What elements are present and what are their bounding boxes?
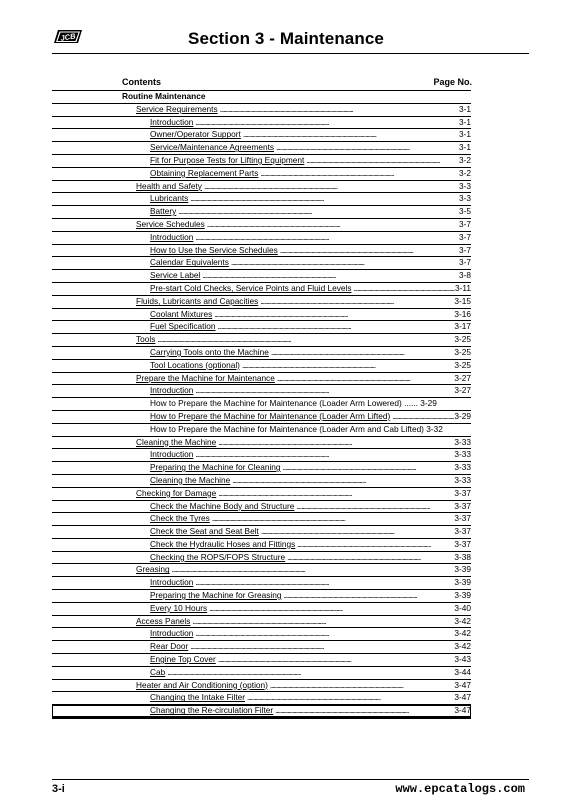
toc-dot-leader — [165, 667, 454, 679]
toc-entry-page: 3-33 — [454, 449, 471, 460]
toc-entry-title: Health and Safety — [136, 180, 202, 191]
toc-dot-leader — [295, 539, 454, 551]
toc-dot-leader — [216, 321, 455, 333]
toc-entry[interactable] — [52, 117, 471, 130]
toc-dot-leader — [229, 257, 459, 269]
toc-dot-leader — [269, 347, 455, 359]
toc-entry[interactable] — [52, 680, 471, 693]
toc-dot-leader — [285, 552, 454, 564]
toc-dot-leader — [390, 411, 454, 423]
toc-entry[interactable] — [52, 462, 471, 475]
page-label: 3-i — [52, 783, 65, 795]
toc-entry-page: 3-17 — [454, 321, 471, 332]
toc-entry-title: Check the Hydraulic Hoses and Fittings — [150, 538, 296, 549]
toc-dot-leader — [212, 309, 454, 321]
toc-entry-page: 3-38 — [454, 551, 471, 562]
toc-dot-leader — [294, 501, 454, 513]
toc-entry-title: Rear Door — [150, 641, 189, 652]
toc-entry[interactable] — [52, 667, 471, 680]
toc-dot-leader — [210, 513, 455, 525]
toc-dot-leader — [218, 104, 459, 116]
toc-dot-leader — [216, 654, 455, 666]
toc-entry[interactable] — [52, 232, 471, 245]
toc-dot-leader — [170, 564, 455, 576]
toc-dot-leader — [176, 206, 459, 218]
toc-entry[interactable] — [52, 334, 471, 347]
toc-entry[interactable] — [52, 513, 471, 526]
toc-dot-leader — [207, 603, 454, 615]
toc-entry-page: 3-37 — [454, 487, 471, 498]
toc-dot-leader — [259, 526, 455, 538]
toc-dot-leader — [216, 488, 454, 500]
toc-entry-page: 3-37 — [454, 526, 471, 537]
toc-entry-page: 3-37 — [454, 538, 471, 549]
toc-entry-title: Access Panels — [136, 615, 191, 626]
toc-entry-title: Introduction — [150, 577, 194, 588]
toc-entry-page: 3-25 — [454, 346, 471, 357]
toc-entry-page: 3-1 — [459, 129, 471, 140]
toc-entry-page: 3-1 — [459, 142, 471, 153]
toc-dot-leader — [205, 219, 459, 231]
toc-entry[interactable] — [52, 296, 471, 309]
toc-entry[interactable] — [52, 577, 471, 590]
toc-entry-title: Introduction — [150, 116, 194, 127]
toc-dot-leader — [200, 270, 459, 282]
toc-entry-page: 3-44 — [454, 666, 471, 677]
toc-entry-page: 3-16 — [454, 308, 471, 319]
toc-entry-title: Fuel Specification — [150, 321, 216, 332]
toc-entry[interactable] — [52, 245, 471, 258]
toc-entry-title: Check the Tyres — [150, 513, 210, 524]
toc-entry-title: Pre-start Cold Checks, Service Points and Fluid Levels — [150, 282, 352, 293]
toc-entry-title: Checking for Damage — [136, 487, 217, 498]
toc-dot-leader — [258, 168, 459, 180]
toc-entry-title: Carrying Tools onto the Machine — [150, 346, 269, 357]
toc-entry[interactable] — [52, 360, 471, 373]
toc-dot-leader — [193, 117, 459, 129]
toc-entry[interactable] — [52, 424, 471, 437]
toc-entry[interactable] — [52, 692, 471, 705]
toc-dot-leader — [275, 373, 455, 385]
toc-entry[interactable] — [52, 309, 471, 322]
toc-entry-title: Owner/Operator Support — [150, 129, 241, 140]
logo-text: JCB — [59, 31, 77, 43]
toc-dot-leader — [202, 181, 459, 193]
toc-entry[interactable] — [52, 603, 471, 616]
toc-entry-page: 3-25 — [454, 359, 471, 370]
page-title: Section 3 - Maintenance — [188, 29, 384, 48]
toc-entry[interactable] — [52, 270, 471, 283]
toc-entry-page: 3-39 — [454, 590, 471, 601]
toc-entry-title: Every 10 Hours — [150, 602, 208, 613]
toc-dot-leader — [268, 680, 454, 692]
toc-entry[interactable] — [52, 398, 471, 411]
toc-entry[interactable] — [52, 347, 471, 360]
toc-entry-title: Checking the ROPS/FOPS Structure — [150, 551, 286, 562]
toc-entry-page: 3-8 — [459, 270, 471, 281]
toc-entry[interactable] — [52, 373, 471, 386]
toc-entry[interactable] — [52, 552, 471, 565]
toc-entry-page: 3-47 — [454, 692, 471, 703]
toc-entry-title: Cab — [150, 666, 166, 677]
toc-entry-title: Obtaining Replacement Parts — [150, 167, 259, 178]
toc-entry[interactable] — [52, 193, 471, 206]
toc-entry-page: 3-33 — [454, 474, 471, 485]
toc-dot-leader — [155, 334, 454, 346]
toc-entry[interactable] — [52, 206, 471, 219]
footer-divider — [52, 779, 529, 780]
toc-section-heading: Routine Maintenance — [52, 91, 471, 104]
toc-entry[interactable] — [52, 129, 471, 142]
toc-entry-page: 3-39 — [454, 564, 471, 575]
toc-entry-title: Prepare the Machine for Maintenance — [136, 372, 275, 383]
toc-entry-page: 3-37 — [454, 500, 471, 511]
toc-dot-leader — [188, 193, 459, 205]
toc-entry-page: 3-47 — [454, 705, 471, 716]
toc-entry[interactable] — [52, 142, 471, 155]
toc-entry-page: 3-7 — [459, 231, 471, 242]
toc-dot-leader — [245, 692, 454, 704]
toc-dot-leader — [193, 385, 454, 397]
toc-entry-page: 3-29 — [454, 410, 471, 421]
jcb-logo-mark — [52, 27, 84, 47]
toc-entry-page: 3-43 — [454, 654, 471, 665]
toc-entry[interactable] — [52, 449, 471, 462]
toc-entry[interactable] — [52, 590, 471, 603]
toc-dot-leader — [190, 616, 454, 628]
toc-dot-leader — [193, 577, 454, 589]
toc-entry-title: Changing the Re-circulation Filter — [150, 705, 274, 716]
toc-entry-page: 3-47 — [454, 679, 471, 690]
toc-entry-title: Lubricants — [150, 193, 189, 204]
toc-entry-title: Introduction — [150, 449, 194, 460]
toc-entry-page: 3-5 — [459, 206, 471, 217]
page-number-heading: Page No. — [433, 77, 472, 87]
toc-entry-title: Preparing the Machine for Cleaning — [150, 462, 281, 473]
toc-entry-title: Check the Machine Body and Structure — [150, 500, 295, 511]
toc-entry-page: 3-3 — [459, 193, 471, 204]
toc-entry[interactable] — [52, 181, 471, 194]
toc-entry-title: How to Use the Service Schedules — [150, 244, 278, 255]
toc-entry[interactable] — [52, 155, 471, 168]
toc-entry-page: 3-40 — [454, 602, 471, 613]
toc-entry-title: Introduction — [150, 231, 194, 242]
toc-entry-title: Tool Locations (optional) — [150, 359, 240, 370]
toc-entry-page: 3-42 — [454, 615, 471, 626]
toc-entry-page: 3-33 — [454, 436, 471, 447]
toc-entry-page: 3-7 — [459, 218, 471, 229]
toc-entry[interactable] — [52, 104, 471, 117]
watermark-url: www.epcatalogs.com — [395, 782, 525, 796]
toc-dot-leader — [304, 155, 459, 167]
table-of-contents — [52, 90, 471, 719]
toc-entry-title: Service Requirements — [136, 103, 218, 114]
toc-dot-leader — [281, 462, 455, 474]
toc-entry-title: Service/Maintenance Agreements — [150, 142, 275, 153]
toc-entry-title: Changing the Intake Filter — [150, 692, 246, 703]
toc-entry-page: 3-27 — [454, 372, 471, 383]
header-divider — [52, 53, 529, 54]
toc-entry-page: 3-33 — [454, 462, 471, 473]
toc-entry-page: 3-2 — [459, 154, 471, 165]
toc-entry-title: Calendar Equivalents — [150, 257, 229, 268]
toc-dot-leader — [258, 296, 454, 308]
toc-entry[interactable] — [52, 654, 471, 667]
toc-entry-title: Check the Seat and Seat Belt — [150, 526, 259, 537]
toc-entry-page: 3-1 — [459, 103, 471, 114]
toc-dot-leader — [230, 475, 454, 487]
contents-heading: Contents — [122, 77, 161, 87]
toc-dot-leader — [278, 245, 459, 257]
toc-entry-page: 3-42 — [454, 628, 471, 639]
toc-dot-leader — [188, 641, 454, 653]
toc-entry[interactable] — [52, 475, 471, 488]
toc-entry-title: How to Prepare the Machine for Maintenance (Loader Arm and Cab Lifted) 3-32 — [150, 423, 443, 434]
toc-dot-leader — [193, 628, 454, 640]
toc-entry[interactable] — [52, 168, 471, 181]
toc-entry-page: 3-2 — [459, 167, 471, 178]
toc-entry-page: 3-11 — [455, 282, 471, 293]
toc-entry[interactable] — [52, 321, 471, 334]
toc-entry[interactable] — [52, 616, 471, 629]
toc-entry-page: 3-1 — [459, 116, 471, 127]
toc-entry-title: Introduction — [150, 628, 194, 639]
toc-entry[interactable] — [52, 385, 471, 398]
toc-entry-page: 3-3 — [459, 180, 471, 191]
toc-dot-leader — [352, 283, 455, 295]
toc-entry-page: 3-25 — [454, 334, 471, 345]
toc-entry[interactable] — [52, 501, 471, 514]
toc-entry-title: Coolant Mixtures — [150, 308, 213, 319]
toc-dot-leader — [274, 142, 459, 154]
toc-entry-page: 3-15 — [454, 295, 471, 306]
toc-dot-leader — [193, 449, 454, 461]
toc-entry[interactable] — [52, 257, 471, 270]
toc-entry-title: Engine Top Cover — [150, 654, 216, 665]
toc-entry-title: Fluids, Lubricants and Capacities — [136, 295, 259, 306]
toc-entry-page: 3-39 — [454, 577, 471, 588]
toc-entry[interactable] — [52, 488, 471, 501]
jcb-logo — [52, 27, 84, 47]
toc-entry[interactable] — [52, 539, 471, 552]
toc-entry-page: 3-7 — [459, 257, 471, 268]
toc-dot-leader — [216, 437, 454, 449]
toc-entry-page: 3-27 — [454, 385, 471, 396]
toc-entry-title: Battery — [150, 206, 177, 217]
toc-entry-page: 3-37 — [454, 513, 471, 524]
toc-dot-leader — [241, 129, 459, 141]
toc-entry-title: How to Prepare the Machine for Maintenance (Loader Arm Lifted) — [150, 410, 391, 421]
toc-dot-leader — [193, 232, 459, 244]
toc-entry[interactable] — [52, 705, 471, 718]
toc-dot-leader — [281, 590, 454, 602]
toc-entry-page: 3-42 — [454, 641, 471, 652]
toc-entry-title: Greasing — [136, 564, 170, 575]
toc-entry[interactable] — [52, 628, 471, 641]
toc-entry[interactable] — [52, 564, 471, 577]
toc-entry-title: Service Label — [150, 270, 201, 281]
toc-dot-leader — [240, 360, 454, 372]
toc-entry-title: How to Prepare the Machine for Maintenance (Loader Arm Lowered) ...... 3-29 — [150, 398, 437, 409]
toc-entry-title: Service Schedules — [136, 218, 205, 229]
toc-entry-page: 3-7 — [459, 244, 471, 255]
toc-entry[interactable] — [52, 219, 471, 232]
toc-entry-title: Introduction — [150, 385, 194, 396]
toc-entry[interactable] — [52, 283, 471, 296]
toc-entry[interactable] — [52, 411, 471, 424]
toc-entry-title: Heater and Air Conditioning (option) — [136, 679, 268, 690]
toc-entry[interactable] — [52, 437, 471, 450]
toc-entry-title: Cleaning the Machine — [150, 474, 231, 485]
toc-entry-title: Cleaning the Machine — [136, 436, 217, 447]
toc-dot-leader — [273, 705, 454, 717]
toc-entry-title: Tools — [136, 334, 156, 345]
toc-entry[interactable] — [52, 641, 471, 654]
toc-entry-title: Fit for Purpose Tests for Lifting Equipment — [150, 154, 305, 165]
toc-entry-title: Preparing the Machine for Greasing — [150, 590, 282, 601]
toc-entry[interactable] — [52, 526, 471, 539]
